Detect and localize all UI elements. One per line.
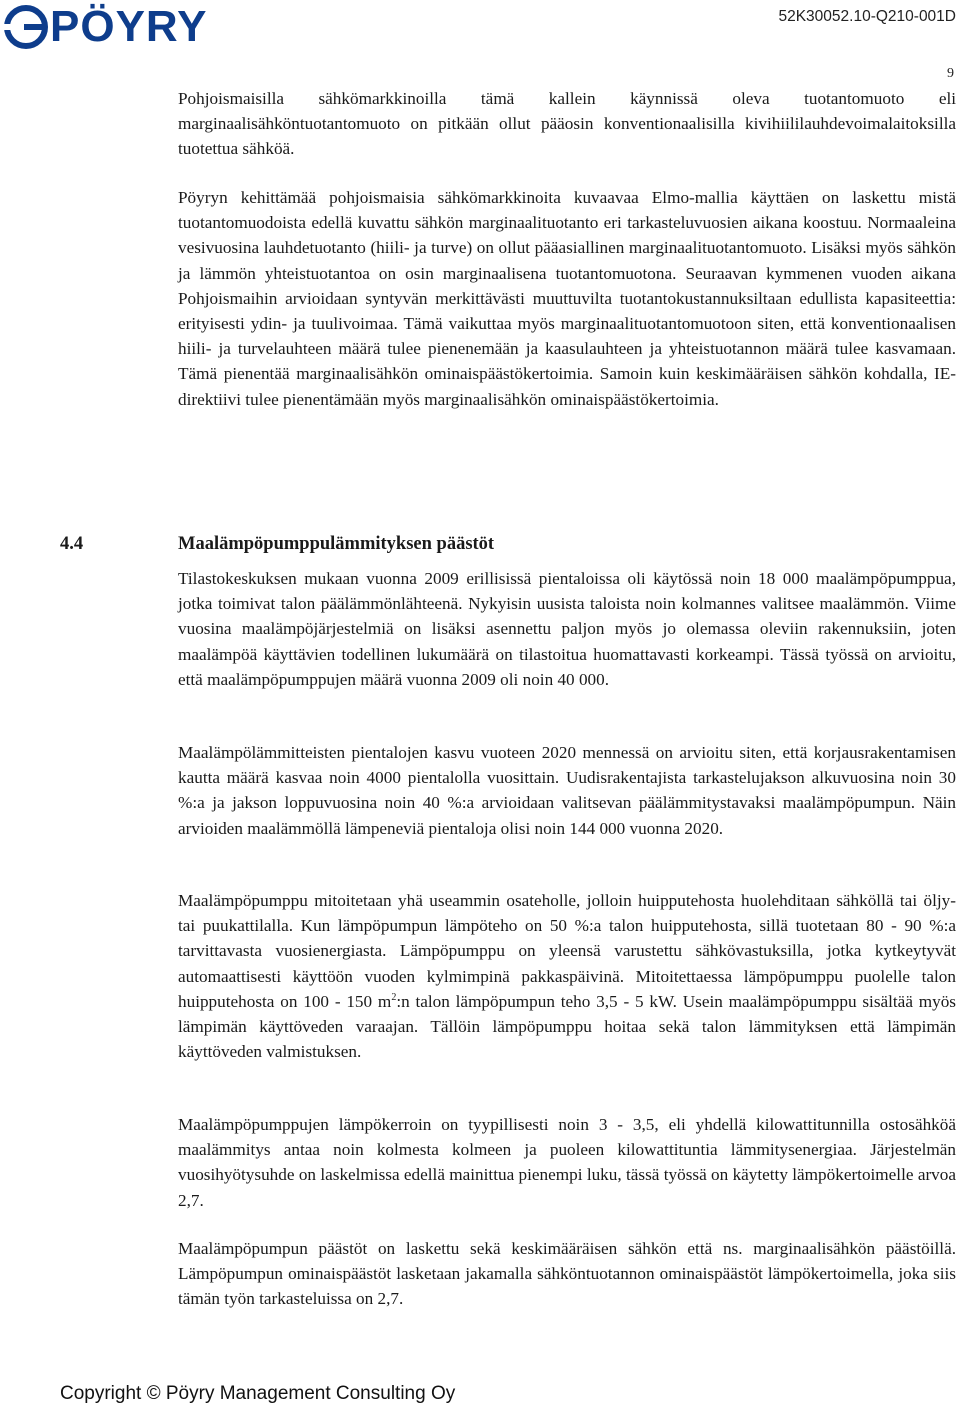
- paragraph-marginal-production: [178, 86, 956, 162]
- paragraph-text: [178, 888, 956, 1064]
- superscript: 2: [391, 991, 397, 1003]
- page-number: 9: [947, 66, 954, 81]
- section-number: 4.4: [60, 534, 84, 554]
- paragraph-heat-pump-statistics: [178, 566, 956, 692]
- poyry-logo-icon: [4, 5, 48, 49]
- paragraph-heat-pump-emissions: [178, 1236, 956, 1312]
- paragraph-text: Pohjoismaisilla sähkömarkkinoilla tämä kallein käynnissä oleva tuotantomuoto eli marginaalisähköntuotantomuoto on pitkään ollut pääosin konventionaalisilla kivihiililauhdevoimalaitoksilla tuotettua sähköä.: [178, 89, 956, 159]
- page-footer: Copyright © Pöyry Management Consulting Oy: [60, 1383, 456, 1404]
- brand-name: PÖYRY: [50, 2, 208, 51]
- paragraph-elmo-model: [178, 185, 956, 412]
- text-segment: Maalämpöpumppu mitoitetaan yhä useammin osateholle, jolloin huipputehosta huolehditaan sähköllä tai öljy- tai puukattilalla. Kun lämpöpumpun lämpöteho on 50 %:a talon huipputehosta, sillä tuotetaan 80 - 90 %:a tarvittavasta vuosienergiasta. Lämpöpumppu on yleensä varustettu sähkövastuksilla, jotka kytkeytyvät automaattisesti käyttöön vuoden kylmimpinä pakkaspäivinä. Mitoitettaessa lämpöpumppu puolelle talon huipputehosta on 100 - 150 m: [178, 891, 956, 1011]
- text-segment: :n talon lämpöpumpun teho 3,5 - 5 kW. Usein maalämpöpumppu sisältää myös lämpimän käyttöveden varaajan. Tällöin lämpöpumppu hoitaa sekä talon lämmityksen että lämpimän käyttöveden valmistuksen.: [178, 991, 956, 1062]
- page-header: [0, 0, 960, 60]
- paragraph-text: Tilastokeskuksen mukaan vuonna 2009 erillisissä pientaloissa oli käytössä noin 18 000 maalämpöpumppua, jotka toimivat talon päälämmönlähteenä. Nykyisin uusista taloista noin kolmannes valitsee maalämmön. Viime vuosina maalämpöjärjestelmiä on lisäksi asennettu paljon myös jo olemassa oleviin rakennuksiin, joten maalämpöä käyttävien todellinen lukumäärä on tilastoitua huomattavasti korkeampi. Tässä työssä on arvioitu, että maalämpöpumppujen määrä vuonna 2009 oli noin 40 000.: [178, 569, 956, 689]
- company-logo: [4, 2, 208, 51]
- paragraph-text: Maalämpöpumppujen lämpökerroin on tyypillisesti noin 3 - 3,5, eli yhdellä kilowattitunnilla ostosähköä maalämmitys antaa noin kolmesta kolmeen ja puoleen kilowattituntia lämmitysenergiaa. Järjestelmän vuosihyötysuhde on laskelmissa edellä mainittua pienempi luku, tässä työssä on käytetty lämpökertoimelle arvoa 2,7.: [178, 1115, 956, 1210]
- paragraph-heat-coefficient: [178, 1112, 956, 1213]
- paragraph-heat-pump-sizing: [178, 888, 956, 1064]
- section-title: Maalämpöpumppulämmityksen päästöt: [178, 534, 495, 554]
- paragraph-text: Maalämpöpumpun päästöt on laskettu sekä keskimääräisen sähkön että ns. marginaalisähkön päästöillä. Lämpöpumpun ominaispäästöt lasketaan jakamalla sähköntuotannon ominaispäästöt lämpökertoimella, joka siis tämän työn tarkasteluissa on 2,7.: [178, 1239, 956, 1309]
- paragraph-text: Maalämpölämmitteisten pientalojen kasvu vuoteen 2020 mennessä on arvioitu siten, että korjausrakentamisen kautta määrä kasvaa noin 4000 pientalolla vuosittain. Uudisrakentajista tarkastelujakson alkuvuosina noin 30 %:a ja jakson loppuvuosina noin 40 %:a arvioidaan valitsevan päälämmitystavaksi maalämpöpumpun. Näin arvioiden maalämmöllä lämpeneviä pientaloja olisi noin 144 000 vuonna 2020.: [178, 743, 956, 838]
- document-id: 52K30052.10-Q210-001D: [778, 8, 956, 25]
- paragraph-heat-pump-growth: [178, 740, 956, 841]
- paragraph-text: Pöyryn kehittämää pohjoismaisia sähkömarkkinoita kuvaavaa Elmo-mallia käyttäen on laskettu mistä tuotantomuodoista edellä kuvattu sähkön marginaalituotanto eri tarkasteluvuosien aikana koostuu. Normaaleina vesivuosina lauhdetuotanto (hiili- ja turve) on ollut pääasiallinen marginaalituotantomuoto. Lisäksi myös sähkön ja lämmön yhteistuotantoa on osin marginaalisena tuotantomuotona. Seuraavan kymmenen vuoden aikana Pohjoismaihin arvioidaan syntyvän merkittävästi muuttuvilta tuotantokustannuksiltaan edullista kapasiteettia: erityisesti ydin- ja tuulivoimaa. Tämä vaikuttaa myös marginaalituotantomuotoon siten, että konventionaalisen hiili- ja turvelauhteen määrä tulee pienenemään ja kaasulauhteen ja yhteistuotannon määrä tulee kasvamaan. Tämä pienentää marginaalisähkön ominaispäästökertoimia. Samoin kuin keskimääräisen sähkön kohdalla, IE-direktiivi tulee pienentämään myös marginaalisähkön ominaispäästökertoimia.: [178, 188, 956, 409]
